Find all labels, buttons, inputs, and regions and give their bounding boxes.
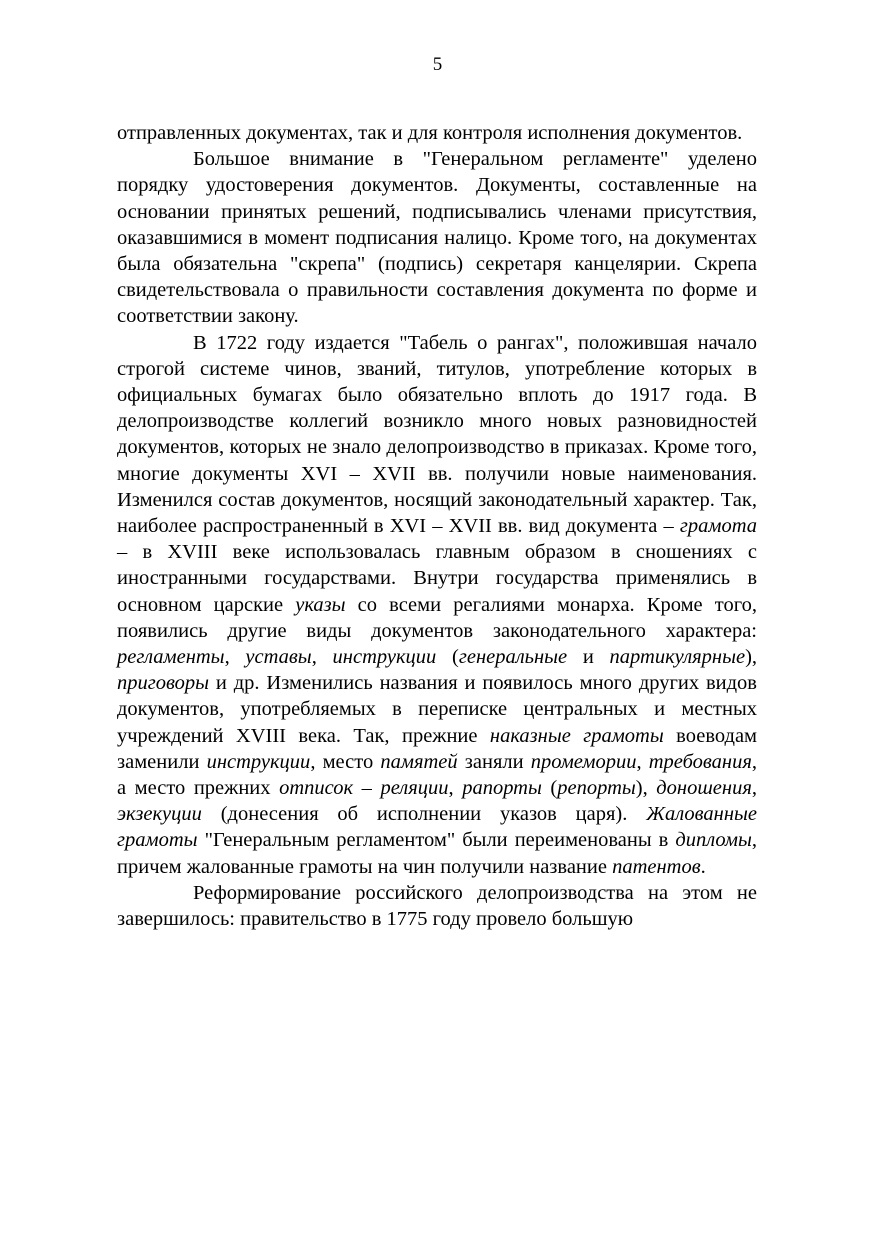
text-run: Реформирование российского делопроизводства на этом не завершилось: правительство в 1775 году провело большую xyxy=(117,881,757,931)
text-run: , xyxy=(636,750,649,773)
text-run: ), xyxy=(745,646,758,669)
text-run: Большое внимание в "Генеральном регламенте" уделено порядку удостоверения документов. Документы, составленные на основании принятых решений, подписывались членами присутствия, оказавшимися в момент подписания налицо. Кроме того, на документах была обязательна "скрепа" (подпись) секретаря канцелярии. Скрепа свидетельствовала о правильности составления документа по форме и соответствии закону. xyxy=(117,148,757,328)
text-run: ( xyxy=(436,646,459,669)
italic-term: партикулярные xyxy=(609,646,746,669)
italic-term: инструкции xyxy=(206,750,311,773)
text-run: , xyxy=(311,646,333,669)
text-run: , причем жалованные грамоты на чин получили название xyxy=(117,829,757,878)
text-run: ), xyxy=(635,777,657,800)
text-run: заняли xyxy=(457,750,531,773)
italic-term: дипломы xyxy=(675,829,752,852)
italic-term: генеральные xyxy=(458,646,568,669)
text-run: и др. Изменились названия и появилось много других видов документов, употребляемых в переписке центральных и местных учреждений XVIII века. Так, прежние xyxy=(117,672,757,747)
text-run: В 1722 году издается "Табель о рангах", положившая начало строгой системе чинов, званий, титулов, употребление которых в официальных бумагах было обязательно вплоть до 1917 года. В делопроизводстве коллегий возникло много новых разновидностей документов, которых не знало делопроизводство в приказах. Кроме того, многие документы XVI – XVII вв. получили новые наименования. Изменился состав документов, носящий законодательный характер. Так, наиболее распространенный в XVI – XVII вв. вид документа – xyxy=(117,331,757,538)
text-run: , место xyxy=(310,750,381,773)
text-run: , xyxy=(224,646,246,669)
italic-term: Жалованные грамоты xyxy=(117,803,757,852)
text-run: "Генеральным регламентом" были переименованы в xyxy=(197,829,676,852)
italic-term: отписок xyxy=(279,777,354,800)
document-body xyxy=(117,120,757,932)
text-run: – в XVIII веке использовалась главным образом в сношениях с иностранными государствами. Внутри государства применялись в основном царские xyxy=(117,541,757,616)
italic-term: наказные грамоты xyxy=(489,724,664,747)
text-run: (донесения об исполнении указов царя). xyxy=(201,803,647,826)
italic-term: инструкции xyxy=(332,646,437,669)
text-run: , xyxy=(448,777,463,800)
text-run: воеводам заменили xyxy=(117,724,758,773)
italic-term: репорты xyxy=(557,777,636,800)
italic-term: указы xyxy=(295,593,346,616)
text-run: со всеми регалиями монарха. Кроме того, появились другие виды документов законодательного характера: xyxy=(117,593,757,642)
text-run: отправленных документах, так и для контроля исполнения документов. xyxy=(117,122,743,144)
italic-term: грамота xyxy=(679,515,757,538)
italic-term: памятей xyxy=(380,750,458,773)
text-run: . xyxy=(700,855,706,878)
page-number: 5 xyxy=(432,54,443,75)
italic-term: требования xyxy=(648,750,752,773)
italic-term: экзекуции xyxy=(117,803,202,826)
italic-term: реляции xyxy=(380,777,449,800)
italic-term: доношения xyxy=(656,777,752,800)
paragraph xyxy=(117,146,757,329)
text-run: , xyxy=(751,777,757,800)
text-run: – xyxy=(353,777,381,800)
italic-term: промемории xyxy=(530,750,637,773)
text-run: и xyxy=(567,646,610,669)
text-run: , а место прежних xyxy=(117,750,757,800)
italic-term: регламенты xyxy=(117,646,225,669)
italic-term: патентов xyxy=(612,855,701,878)
italic-term: рапорты xyxy=(462,777,542,800)
paragraph xyxy=(117,120,757,146)
italic-term: приговоры xyxy=(117,672,210,695)
text-run: ( xyxy=(541,777,558,800)
paragraph xyxy=(117,880,757,932)
italic-term: уставы xyxy=(245,646,312,669)
paragraph xyxy=(117,330,757,880)
